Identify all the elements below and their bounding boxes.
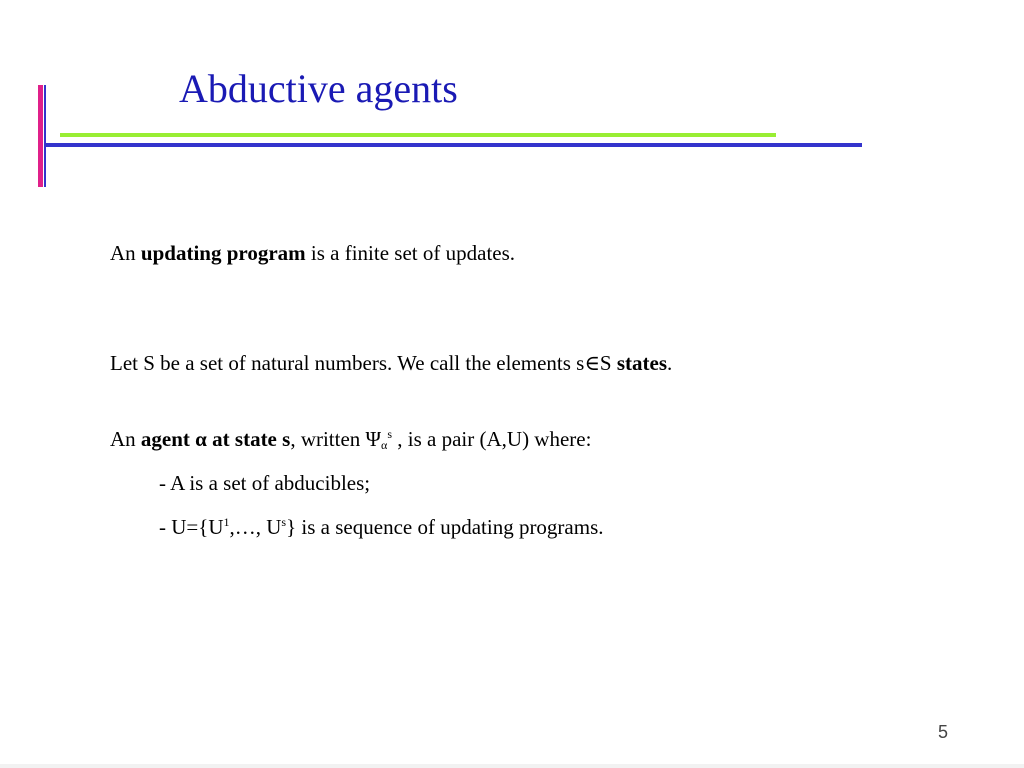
accent-vertical-bar-blue [44, 85, 46, 187]
page-number: 5 [938, 722, 949, 742]
title-underline-green [60, 133, 776, 137]
term-states: states [616, 351, 667, 375]
text: ,…, U [229, 515, 282, 539]
psi-symbol: Ψ [365, 427, 382, 451]
text: An [110, 427, 141, 451]
bottom-rule [0, 764, 1024, 768]
text: , is a pair (A,U) where: [392, 427, 592, 451]
definition-states [110, 350, 672, 376]
definition-updating-program [110, 240, 515, 266]
text: is a finite set of updates. [305, 241, 516, 265]
term-agent-word: agent [140, 427, 196, 451]
text: } is a sequence of updating programs. [286, 515, 604, 539]
bullet-abducibles: - A is a set of abducibles; [159, 471, 371, 495]
psi-superscript: s [387, 427, 393, 441]
title-underline-blue [44, 143, 862, 147]
text: An [110, 241, 141, 265]
slide-title: Abductive agents [179, 66, 458, 111]
term-at-state: at state s [206, 427, 291, 451]
text: Let S be a set of natural numbers. We call the elements s [110, 351, 585, 375]
text: S [599, 351, 617, 375]
text: . [667, 351, 673, 375]
term-updating-program: updating program [140, 241, 306, 265]
text: - U={U [159, 515, 224, 539]
superscript: 1 [223, 515, 230, 529]
text: , written [290, 427, 366, 451]
bullet-updates-sequence [159, 514, 604, 540]
element-of-symbol: ∈ [584, 351, 600, 375]
term-agent [141, 427, 290, 451]
psi-notation [366, 427, 392, 451]
psi-subscript: α [381, 438, 388, 452]
definition-agent [110, 426, 591, 452]
superscript: s [281, 515, 287, 529]
accent-vertical-bar-magenta [38, 85, 43, 187]
alpha-symbol: α [195, 427, 207, 451]
